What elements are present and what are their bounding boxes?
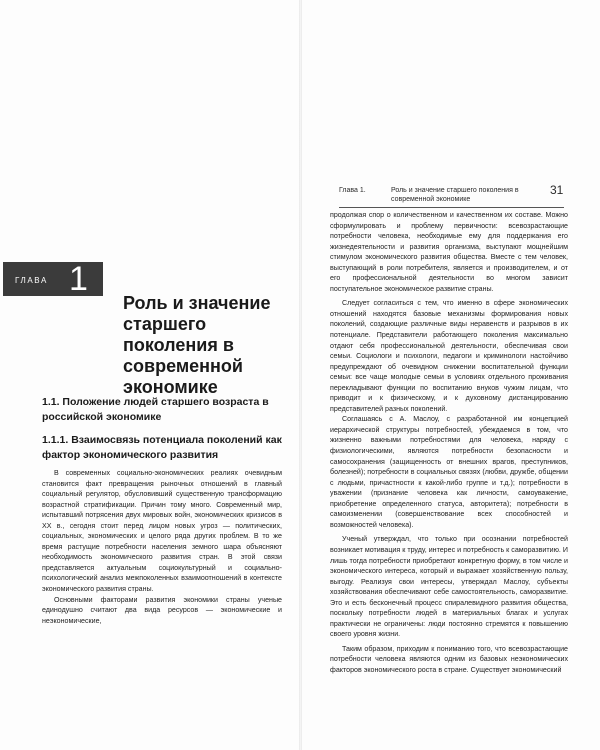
subsection-title: 1.1.1. Взаимосвязь потенциала поколений как фактор экономического развития [42, 434, 282, 461]
running-head-rule [339, 207, 564, 208]
chapter-title: Роль и значение старшего поколения в современной экономике [123, 293, 271, 397]
chapter-number: 1 [69, 262, 88, 296]
left-body-text [42, 468, 282, 626]
right-body-text [330, 210, 568, 676]
running-head-title: Роль и значение старшего поколения в современной экономике [391, 187, 519, 203]
right-page [302, 0, 600, 750]
paragraph: Следует согласиться с тем, что именно в сфере экономических отношений находятся базовые механизмы формирования новых поколений, создающие различные виды неравенств и разрывов в их потенциале. Представители работающего поколения максимально отдают себя профессиональной деятельности, обеспечивая свои семьи. Социологи и психологи, педагоги и криминологи настойчиво предупреждают об очевидном снижении воспитательной функции семьи: все чаще молодые семьи в условиях отдельного проживания перекладывают функции по воспитанию внуков чужим лицам, что приводит и к физическому, и к духовному дистанцированию представителей разных поколений. [330, 299, 568, 413]
section-title: 1.1. Положение людей старшего возраста в российской экономике [42, 396, 269, 423]
paragraph: Таким образом, приходим к пониманию того, что всевозрастающие потребности человека являются одним из базовых неэкономических факторов экономического роста в стране. Существует экономический [330, 644, 568, 674]
chapter-band [3, 262, 103, 296]
paragraph: В современных социально-экономических реалиях очевидным становится факт превращения рыночных отношений в главный социальный регулятор, обусловивший существенную трансформацию возрастной стратификации. Причин тому много. Современный мир, испытавший потрясения двух мировых войн, экономических кризисов в XX в., сегодня стоит перед лицом новых угроз — политических, социальных, экономических и целого ряда других проблем. В то же время растущие потребности населения земного шара объясняют необходимость экономического развития стран. В этой связи представляется актуальным социокультурный и социально-психологический анализ межпоколенных взаимоотношений в контексте экономического развития страны. [42, 469, 282, 594]
paragraph: Основными факторами развития экономики страны ученые единодушно считают два вида ресурсов — экономические и неэкономические, [42, 595, 282, 625]
paragraph: Соглашаясь с А. Маслоу, с разработанной им концепцией иерархической структуры потребностей, убеждаемся в том, что жизненно важными потребностями для человека, наряду с физиологическими, являются потребности безопасности и самосохранения (защищенность от внешних врагов, преступников, болезней); потребности в социальных связях (любви, дружбе, общении с людьми, причастности к какой-либо группе и т.д.); потребности в уважении (признание человека как личности, самоуважение, приобретение определенного статуса, авторитета); потребности в самоизменении (совершенствование всех способностей и возможностей человека). [330, 415, 568, 529]
paragraph: Ученый утверждал, что только при осознании потребностей возникает мотивация к труду, интерес и потребность к саморазвитию. И лишь тогда потребности приобретают конкретную форму, в том числе и экономического интереса, который и выражает хозяйственную пользу, выгоду. Реализуя свои интересы, утверждал Маслоу, субъекты хозяйствования обеспечивают себе самостоятельность, саморазвитие. Это и есть бесконечный процесс спиралевидного развития общества, поскольку потребности людей в материальных благах и услугах практически не ограничены: люди постоянно стремятся к повышению своего уровня жизни. [330, 535, 568, 639]
page-number: 31 [550, 183, 564, 197]
running-head-chapter: Глава 1. [339, 187, 366, 194]
paragraph: продолжая спор о количественном и качественном их составе. Можно сформулировать и проблему первичности: всевозрастающие потребности человека, необходимые ему для поддержания его жизнедеятельности и развития организма, выступают мощнейшим стимулом экономического развития общества. Вместе с тем человек, выступающий в роли потребителя, является и производителем, и от его профессиональной деятельности во многом зависит поступательное экономическое развитие страны. [330, 211, 568, 293]
chapter-label: ГЛАВА [15, 276, 48, 285]
